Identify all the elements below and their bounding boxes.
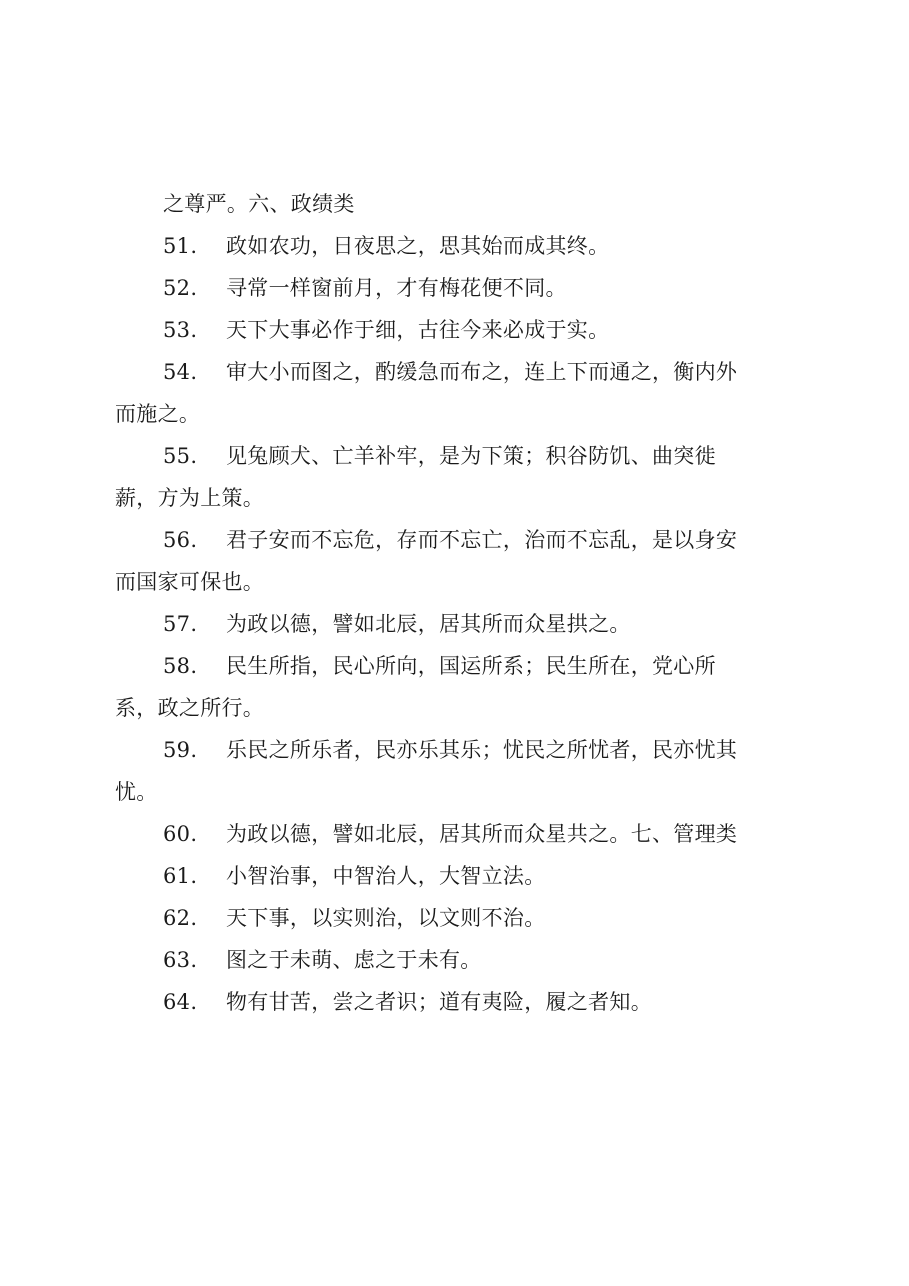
- list-item-53: [115, 309, 815, 351]
- list-item-61: [115, 855, 815, 897]
- list-item-57: [115, 603, 815, 645]
- intro-line: 之尊严。六、政绩类: [163, 192, 355, 216]
- item-number: 58.: [163, 654, 198, 678]
- item-number: 55.: [163, 444, 198, 468]
- list-item-64: [115, 981, 815, 1023]
- item-number: 53.: [163, 318, 198, 342]
- list-item-60: [115, 813, 815, 855]
- item-text-continued: 忧。: [115, 780, 158, 804]
- item-number: 52.: [163, 276, 198, 300]
- item-text: 物有甘苦，尝之者识；道有夷险，履之者知。: [226, 990, 652, 1014]
- item-text: 天下大事必作于细，古往今来必成于实。: [226, 318, 610, 342]
- list-item-51: [115, 225, 815, 267]
- item-number: 60.: [163, 822, 198, 846]
- item-text: 君子安而不忘危，存而不忘亡，治而不忘乱，是以身安: [226, 528, 738, 552]
- item-number: 59.: [163, 738, 198, 762]
- list-item-58: [115, 645, 815, 729]
- item-text: 寻常一样窗前月，才有梅花便不同。: [226, 276, 567, 300]
- list-item-62: [115, 897, 815, 939]
- item-number: 54.: [163, 360, 198, 384]
- item-number: 56.: [163, 528, 198, 552]
- item-number: 63.: [163, 948, 198, 972]
- item-text: 天下事，以实则治，以文则不治。: [226, 906, 546, 930]
- list-item-59: [115, 729, 815, 813]
- item-number: 51.: [163, 234, 198, 258]
- list-item-55: [115, 435, 815, 519]
- item-text-continued: 而国家可保也。: [115, 570, 265, 594]
- list-item-63: [115, 939, 815, 981]
- item-number: 62.: [163, 906, 198, 930]
- list-item-54: [115, 351, 815, 435]
- list-item-56: [115, 519, 815, 603]
- item-text: 民生所指，民心所向，国运所系；民生所在，党心所: [226, 654, 716, 678]
- item-text-continued: 系，政之所行。: [115, 696, 265, 720]
- list-item-52: [115, 267, 815, 309]
- item-number: 64.: [163, 990, 198, 1014]
- item-text: 见兔顾犬、亡羊补牢，是为下策；积谷防饥、曲突徙: [226, 444, 716, 468]
- item-text: 乐民之所乐者，民亦乐其乐；忧民之所忧者，民亦忧其: [226, 738, 738, 762]
- item-text: 图之于未萌、虑之于未有。: [226, 948, 482, 972]
- item-text: 政如农功，日夜思之，思其始而成其终。: [226, 234, 610, 258]
- item-text: 为政以德，譬如北辰，居其所而众星拱之。: [226, 612, 631, 636]
- item-text: 小智治事，中智治人，大智立法。: [226, 864, 546, 888]
- item-text-continued: 薪，方为上策。: [115, 486, 265, 510]
- item-number: 57.: [163, 612, 198, 636]
- item-number: 61.: [163, 864, 198, 888]
- document-page: [115, 183, 815, 1023]
- item-text-continued: 而施之。: [115, 402, 201, 426]
- item-text: 为政以德，譬如北辰，居其所而众星共之。七、管理类: [226, 822, 738, 846]
- item-text: 审大小而图之，酌缓急而布之，连上下而通之，衡内外: [226, 360, 738, 384]
